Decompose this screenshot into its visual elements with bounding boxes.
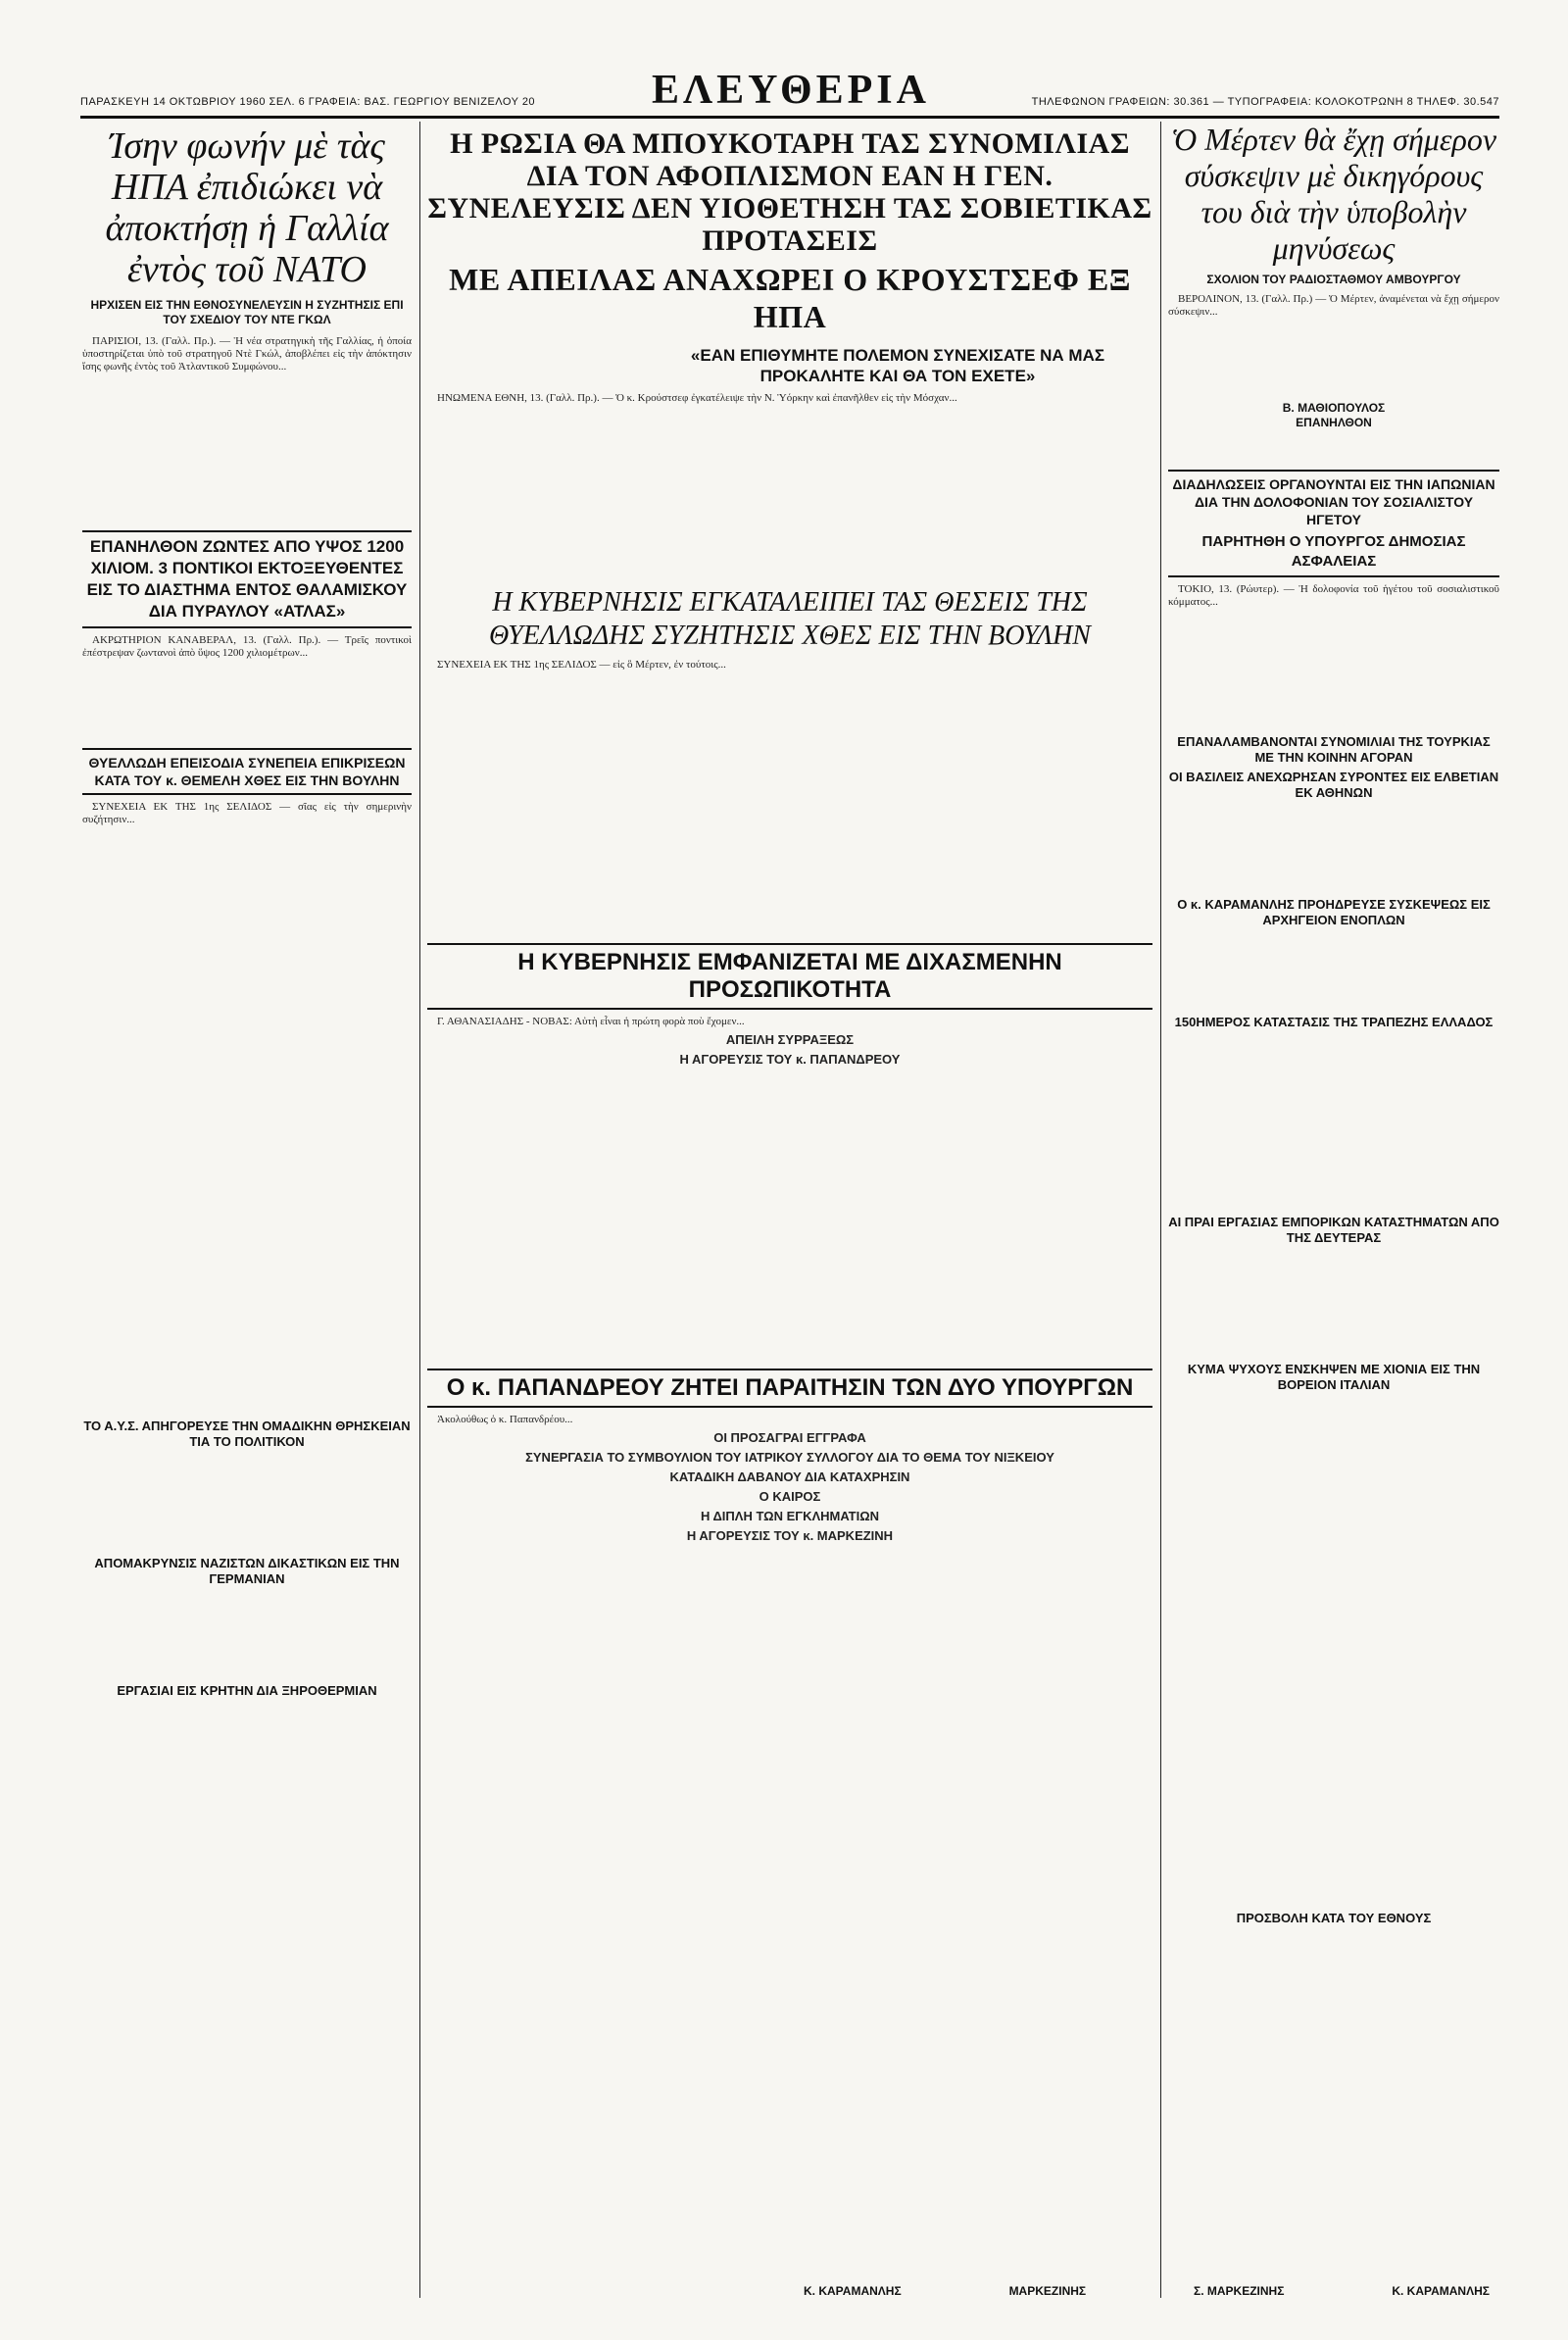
center-sub8: ΟΙ ΠΡΟΣΑΓΡΑΙ ΕΓΓΡΑΦΑ: [713, 1430, 866, 1445]
newspaper-title: ΕΛΕΥΘΕΡΙΑ: [652, 68, 930, 113]
right-headline: Ὁ Μέρτεν θὰ ἔχῃ σήμερον σύσκεψιν μὲ δικηγόρους του διὰ τὴν ὑποβολὴν μηνύσεως: [1170, 122, 1497, 266]
right-epanelthen: ΕΠΑΝΗΛΘΟΝ: [1296, 416, 1372, 429]
left-story2-body: [82, 634, 412, 660]
center-sub6: Ο ΚΑΙΡΟΣ: [759, 1489, 821, 1504]
center-story2-para: ΣΥΝΕΧΕΙΑ ΕΚ ΤΗΣ 1ης ΣΕΛΙΔΟΣ — εἰς ὃ Μέρτεν, ἐν τούτοις...: [437, 659, 726, 671]
center-sub7: ΑΠΕΙΛΗ ΣΥΡΡΑΞΕΩΣ: [725, 1032, 855, 1047]
center-story2-body: [427, 659, 1152, 943]
left-body: [82, 335, 412, 373]
right-story7-title: ΑΙ ΠΡΑΙ ΕΡΓΑΣΙΑΣ ΕΜΠΟΡΙΚΩΝ ΚΑΤΑΣΤΗΜΑΤΩΝ ΑΠΟ ΤΗΣ ΔΕΥΤΕΡΑΣ: [1168, 1215, 1499, 1245]
right-body-para: ΒΕΡΟΛΙΝΟΝ, 13. (Γαλλ. Πρ.) — Ὁ Μέρτεν, ἀναμένεται νὰ ἔχῃ σήμερον σύσκεψιν...: [1168, 293, 1499, 318]
bottom-names-strip: [804, 2284, 1490, 2298]
right-story2-para: ΤΟΚΙΟ, 13. (Ρώυτερ). — Ἡ δολοφονία τοῦ ἡγέτου τοῦ σοσιαλιστικοῦ κόμματος...: [1168, 583, 1499, 608]
right-body: [1168, 293, 1499, 401]
left-story2-box: [82, 530, 412, 628]
left-brief2-title: ΑΠΟΜΑΚΡΥΝΣΙΣ ΝΑΖΙΣΤΩΝ ΔΙΚΑΣΤΙΚΩΝ ΕΙΣ ΤΗΝ ΓΕΡΜΑΝΙΑΝ: [94, 1556, 400, 1586]
center-column: [427, 122, 1152, 2298]
right-story2-box: [1168, 470, 1499, 577]
left-kicker: ΗΡΧΙΣΕΝ ΕΙΣ ΤΗΝ ΕΘΝΟΣΥΝΕΛΕΥΣΙΝ Η ΣΥΖΗΤΗΣΙΣ ΕΠΙ ΤΟΥ ΣΧΕΔΙΟΥ ΤΟΥ ΝΤΕ ΓΚΩΛ: [90, 298, 404, 326]
center-sub4: ΣΥΝΕΡΓΑΣΙΑ ΤΟ ΣΥΜΒΟΥΛΙΟΝ ΤΟΥ ΙΑΤΡΙΚΟΥ ΣΥΛΛΟΓΟΥ ΔΙΑ ΤΟ ΘΕΜΑ ΤΟΥ ΝΙΞΚΕΙΟΥ: [525, 1450, 1054, 1465]
center-sub2: Η ΑΓΟΡΕΥΣΙΣ ΤΟΥ κ. ΜΑΡΚΕΖΙΝΗ: [686, 1528, 894, 1543]
right-story2-body: [1168, 583, 1499, 730]
masthead-rule: [80, 116, 1499, 119]
left-body-para: ΠΑΡΙΣΙΟΙ, 13. (Γαλλ. Πρ.). — Ἡ νέα στρατηγικὴ τῆς Γαλλίας, ἡ ὁποία ὑποστηρίζεται ὑπὸ τοῦ στρατηγοῦ Ντὲ Γκώλ, ἀποβλέπει εἰς τὴν ἀπόκτησιν ἴσης φωνῆς ἐντὸς τοῦ Ἀτλαντικοῦ Συμφώνου...: [82, 335, 412, 373]
right-story5-title: Ο κ. ΚΑΡΑΜΑΝΛΗΣ ΠΡΟΗΔΡΕΥΣΕ ΣΥΣΚΕΨΕΩΣ ΕΙΣ ΑΡΧΗΓΕΙΟΝ ΕΝΟΠΛΩΝ: [1177, 897, 1491, 927]
center-story2-title: Η ΚΥΒΕΡΝΗΣΙΣ ΕΓΚΑΤΑΛΕΙΠΕΙ ΤΑΣ ΘΕΣΕΙΣ ΤΗΣ ΘΥΕΛΛΩΔΗΣ ΣΥΖΗΤΗΣΙΣ ΧΘΕΣ ΕΙΣ ΤΗΝ ΒΟΥΛΗΝ: [489, 587, 1091, 651]
left-story2-para: ΑΚΡΩΤΗΡΙΟΝ ΚΑΝΑΒΕΡΑΛ, 13. (Γαλλ. Πρ.). — Τρεῖς ποντικοὶ ἐπέστρεψαν ζωντανοὶ ἀπὸ ὕψος 1200 χιλιομέτρων...: [82, 634, 412, 659]
left-column: [82, 122, 412, 2298]
right-story6-title: 150ΗΜΕΡΟΣ ΚΑΤΑΣΤΑΣΙΣ ΤΗΣ ΤΡΑΠΕΖΗΣ ΕΛΛΑΔΟΣ: [1174, 1015, 1494, 1029]
bottom-name: Κ. ΚΑΡΑΜΑΝΛΗΣ: [1392, 2284, 1490, 2298]
right-story4-title: ΟΙ ΒΑΣΙΛΕΙΣ ΑΝΕΧΩΡΗΣΑΝ ΣΥΡΟΝΤΕΣ ΕΙΣ ΕΛΒΕΤΙΑΝ ΕΚ ΑΘΗΝΩΝ: [1168, 770, 1499, 800]
column-divider: [419, 122, 420, 2298]
left-story3-title: ΘΥΕΛΛΩΔΗ ΕΠΕΙΣΟΔΙΑ ΣΥΝΕΠΕΙΑ ΕΠΙΚΡΙΣΕΩΝ ΚΑΤΑ ΤΟΥ κ. ΘΕΜΕΛΗ ΧΘΕΣ ΕΙΣ ΤΗΝ ΒΟΥΛΗΝ: [88, 755, 406, 788]
right-story8-title: ΚΥΜΑ ΨΥΧΟΥΣ ΕΝΣΚΗΨΕΝ ΜΕ ΧΙΟΝΙΑ ΕΙΣ ΤΗΝ ΒΟΡΕΙΟΝ ΙΤΑΛΙΑΝ: [1187, 1362, 1481, 1392]
bottom-name: ΜΑΡΚΕΖΙΝΗΣ: [1008, 2284, 1087, 2298]
center-body: [427, 392, 1152, 578]
bottom-name: Κ. ΚΑΡΑΜΑΝΛΗΣ: [804, 2284, 902, 2298]
left-story3-para: ΣΥΝΕΧΕΙΑ ΕΚ ΤΗΣ 1ης ΣΕΛΙΔΟΣ — σῖας εἰς τὴν σημερινὴν συζήτησιν...: [82, 801, 412, 825]
center-headline: Η ΡΩΣΙΑ ΘΑ ΜΠΟΥΚΟΤΑΡΗ ΤΑΣ ΣΥΝΟΜΙΛΙΑΣ ΔΙΑ ΤΟΝ ΑΦΟΠΛΙΣΜΟΝ ΕΑΝ Η ΓΕΝ. ΣΥΝΕΛΕΥΣΙΣ ΔΕΝ ΥΙΟΘΕΤΗΣΗ ΤΑΣ ΣΟΒΙΕΤΙΚΑΣ ΠΡΟΤΑΣΕΙΣ: [427, 127, 1152, 257]
center-story4-para: Ἀκολούθως ὁ κ. Παπανδρέου...: [437, 1414, 573, 1425]
center-story3-body: [427, 1016, 1152, 1369]
center-story4-title: Ο κ. ΠΑΠΑΝΔΡΕΟΥ ΖΗΤΕΙ ΠΑΡΑΙΤΗΣΙΝ ΤΩΝ ΔΥΟ ΥΠΟΥΡΓΩΝ: [446, 1374, 1134, 1401]
center-sub3: Η ΔΙΠΛΗ ΤΩΝ ΕΓΚΛΗΜΑΤΙΩΝ: [700, 1509, 880, 1523]
center-story3-title: Η ΚΥΒΕΡΝΗΣΙΣ ΕΜΦΑΝΙΖΕΤΑΙ ΜΕ ΔΙΧΑΣΜΕΝΗΝ ΠΡΟΣΩΠΙΚΟΤΗΤΑ: [517, 949, 1062, 1003]
masthead-phones-line: ΤΗΛΕΦΩΝΟΝ ΓΡΑΦΕΙΩΝ: 30.361 — ΤΥΠΟΓΡΑΦΕΙΑ: ΚΟΛΟΚΟΤΡΩΝΗ 8 ΤΗΛΕΦ. 30.547: [1031, 96, 1499, 108]
masthead-date-line: ΠΑΡΑΣΚΕΥΗ 14 ΟΚΤΩΒΡΙΟΥ 1960 ΣΕΛ. 6 ΓΡΑΦΕΙΑ: ΒΑΣ. ΓΕΩΡΓΙΟΥ ΒΕΝΙΖΕΛΟΥ 20: [80, 96, 536, 108]
center-headline2: ΜΕ ΑΠΕΙΛΑΣ ΑΝΑΧΩΡΕΙ Ο ΚΡΟΥΣΤΣΕΦ ΕΞ ΗΠΑ: [449, 262, 1131, 334]
center-story3-para: Γ. ΑΘΑΝΑΣΙΑΔΗΣ - ΝΟΒΑΣ: Αὐτὴ εἶναι ἡ πρώτη φορὰ ποὺ ἔχομεν...: [437, 1016, 745, 1027]
center-story4-body: [427, 1414, 1152, 1982]
right-story3-title: ΕΠΑΝΑΛΑΜΒΑΝΟΝΤΑΙ ΣΥΝΟΜΙΛΙΑΙ ΤΗΣ ΤΟΥΡΚΙΑΣ ΜΕ ΤΗΝ ΚΟΙΝΗΝ ΑΓΟΡΑΝ: [1177, 734, 1491, 765]
center-sub5: ΚΑΤΑΔΙΚΗ ΔΑΒΑΝΟΥ ΔΙΑ ΚΑΤΑΧΡΗΣΙΝ: [669, 1469, 910, 1484]
right-column: [1168, 122, 1499, 2298]
left-brief1-title: ΤΟ Α.Υ.Σ. ΑΠΗΓΟΡΕΥΣΕ ΤΗΝ ΟΜΑΔΙΚΗΝ ΘΡΗΣΚΕΙΑΝ ΤΙΑ ΤΟ ΠΟΛΙΤΙΚΟΝ: [83, 1419, 411, 1449]
center-body-para: ΗΝΩΜΕΝΑ ΕΘΝΗ, 13. (Γαλλ. Πρ.). — Ὁ κ. Κρούστσεφ ἐγκατέλειψε τὴν Ν. Ὑόρκην καὶ ἐπανῆλθεν εἰς τὴν Μόσχαν...: [437, 392, 957, 404]
right-story2-title: ΔΙΑΔΗΛΩΣΕΙΣ ΟΡΓΑΝΟΥΝΤΑΙ ΕΙΣ ΤΗΝ ΙΑΠΩΝΙΑΝ ΔΙΑ ΤΗΝ ΔΟΛΟΦΟΝΙΑΝ ΤΟΥ ΣΟΣΙΑΛΙΣΤΟΥ ΗΓΕΤΟΥ: [1172, 476, 1495, 527]
left-story3-body: [82, 801, 412, 1409]
right-story2-sub: ΠΑΡΗΤΗΘΗ Ο ΥΠΟΥΡΓΟΣ ΔΗΜΟΣΙΑΣ ΑΣΦΑΛΕΙΑΣ: [1201, 533, 1466, 570]
left-brief3-title: ΕΡΓΑΣΙΑΙ ΕΙΣ ΚΡΗΤΗΝ ΔΙΑ ΞΗΡΟΘΕΡΜΙΑΝ: [117, 1683, 377, 1698]
bottom-name: Σ. ΜΑΡΚΕΖΙΝΗΣ: [1194, 2284, 1285, 2298]
center-story3-box: [427, 943, 1152, 1010]
center-sub1: Η ΑΓΟΡΕΥΣΙΣ ΤΟΥ κ. ΠΑΠΑΝΔΡΕΟΥ: [679, 1052, 901, 1067]
center-story4-box: [427, 1369, 1152, 1408]
left-story2-title: ΕΠΑΝΗΛΘΟΝ ΖΩΝΤΕΣ ΑΠΟ ΥΨΟΣ 1200 ΧΙΛΙΟΜ. 3 ΠΟΝΤΙΚΟΙ ΕΚΤΟΞΕΥΘΕΝΤΕΣ ΕΙΣ ΤΟ ΔΙΑΣΤΗΜΑ ΕΝΤΟΣ ΘΑΛΑΜΙΣΚΟΥ ΔΙΑ ΠΥΡΑΥΛΟΥ «ΑΤΛΑΣ»: [86, 537, 408, 621]
column-divider: [1160, 122, 1161, 2298]
right-story9-title: ΠΡΟΣΒΟΛΗ ΚΑΤΑ ΤΟΥ ΕΘΝΟΥΣ: [1236, 1911, 1432, 1925]
left-headline: Ίσην φωνήν μὲ τὰς ΗΠΑ ἐπιδιώκει νὰ ἀποκτήσῃ ἡ Γαλλία ἐντὸς τοῦ ΝΑΤΟ: [105, 125, 389, 290]
left-story3-box: [82, 748, 412, 795]
right-byline: Β. ΜΑΘΙΟΠΟΥΛΟΣ: [1282, 401, 1386, 415]
right-kicker: ΣΧΟΛΙΟΝ ΤΟΥ ΡΑΔΙΟΣΤΑΘΜΟΥ ΑΜΒΟΥΡΓΟΥ: [1206, 273, 1461, 286]
center-quote: «ΕΑΝ ΕΠΙΘΥΜΗΤΕ ΠΟΛΕΜΟΝ ΣΥΝΕΧΙΣΑΤΕ ΝΑ ΜΑΣ ΠΡΟΚΑΛΗΤΕ ΚΑΙ ΘΑ ΤΟΝ ΕΧΕΤΕ»: [690, 346, 1105, 385]
